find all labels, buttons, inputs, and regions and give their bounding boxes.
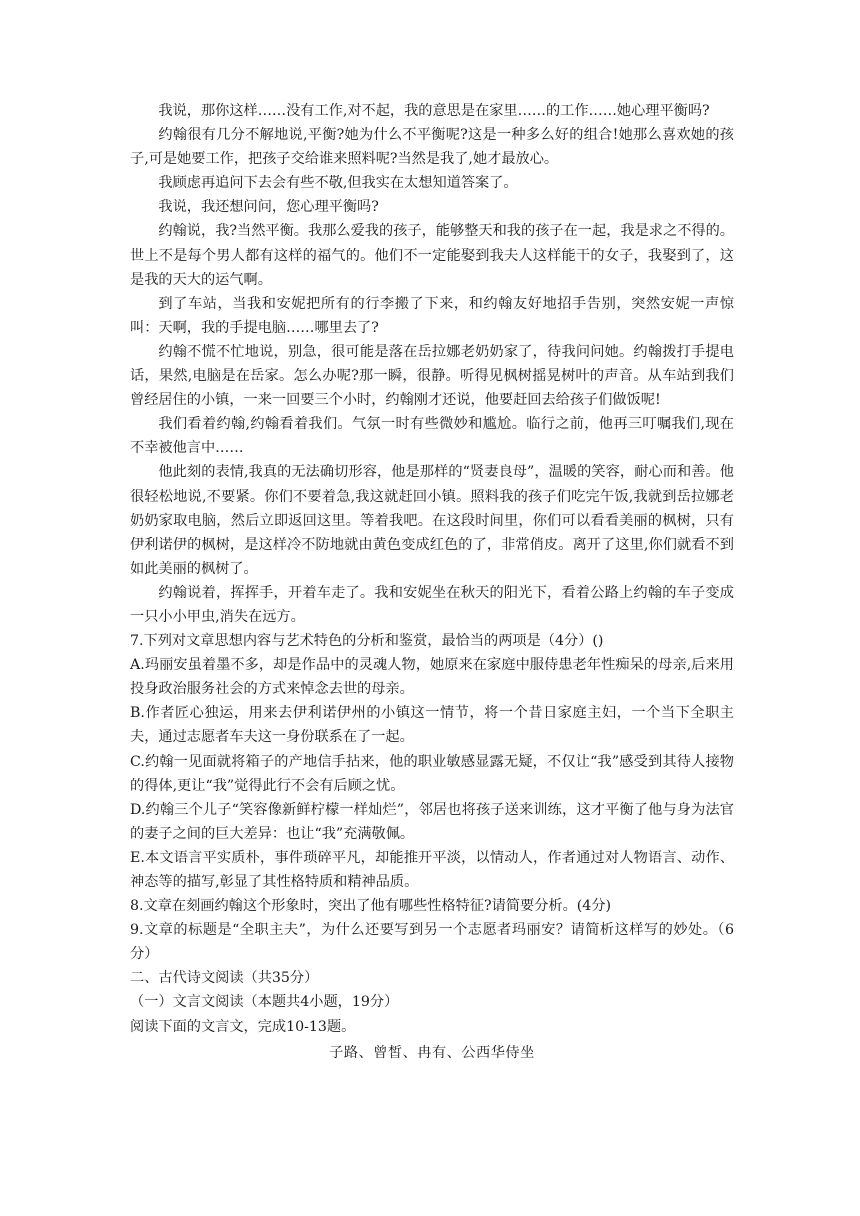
subsection-heading: （一）文言文阅读（本题共4小题，19分） xyxy=(130,994,399,1011)
question-7: 7.下列对文章思想内容与艺术特色的分析和鉴赏，最恰当的两项是（4分）() xyxy=(130,633,604,650)
question-9: 9.文章的标题是“全职主夫”，为什么还要写到另一个志愿者玛丽安？请简析这样写的妙处。（6分） xyxy=(130,922,734,963)
story-paragraph: 他此刻的表情,我真的无法确切形容，他是那样的“贤妻良母”，温暖的笑容，耐心而和善。他很轻松地说,不要紧。你们不要着急,我这就赶回小镇。照料我的孩子们吃完午饭,我就到岳拉娜老奶奶家取电脑，然后立即返回这里。等着我吧。在这段时间里，你们可以看看美丽的枫树，只有伊利诺伊的枫树，是这样冷不防地就由黄色变成红色的了，非常俏皮。离开了这里,你们就看不到如此美丽的枫树了。 xyxy=(130,464,734,577)
option-e: E.本文语言平实质朴，事件琐碎平凡，却能推开平淡，以情动人，作者通过对人物语言、动作、神态等的描写,彰显了其性格特质和精神品质。 xyxy=(130,849,734,890)
page-content xyxy=(130,99,734,1065)
section-heading: 二、古代诗文阅读（共35分） xyxy=(130,970,319,987)
question-8: 8.文章在刻画约翰这个形象时，突出了他有哪些性格特征?请简要分析。(4分) xyxy=(130,898,612,915)
story-paragraph: 我说，那你这样……没有工作,对不起，我的意思是在家里……的工作……她心理平衡吗? xyxy=(158,103,710,119)
option-b: B.作者匠心独运，用来去伊利诺伊州的小镇这一情节，将一个昔日家庭主妇，一个当下全职主夫，通过志愿者车夫这一身份联系在了一起。 xyxy=(130,705,734,746)
story-paragraph: 我顾虑再追问下去会有些不敬,但我实在太想知道答案了。 xyxy=(158,175,518,192)
option-a: A.玛丽安虽着墨不多，却是作品中的灵魂人物，她原来在家庭中服侍患老年性痴呆的母亲,后来用投身政治服务社会的方式来悼念去世的母亲。 xyxy=(130,657,734,698)
story-paragraph: 我说，我还想问问，您心理平衡吗? xyxy=(158,199,379,216)
story-paragraph: 约翰说，我?当然平衡。我那么爱我的孩子，能够整天和我的孩子在一起，我是求之不得的。世上不是每个男人都有这样的福气的。他们不一定能娶到我夫人这样能干的女子，我娶到了，这是我的天大的运气啊。 xyxy=(130,223,734,288)
story-paragraph: 约翰很有几分不解地说,平衡?她为什么不平衡呢?这是一种多么好的组合!她那么喜欢她的孩子,可是她要工作，把孩子交给谁来照料呢?当然是我了,她才最放心。 xyxy=(130,127,734,168)
reading-instruction: 阅读下面的文言文，完成10-13题。 xyxy=(130,1018,356,1035)
story-paragraph: 到了车站，当我和安妮把所有的行李搬了下来，和约翰友好地招手告别，突然安妮一声惊叫：天啊，我的手提电脑……哪里去了? xyxy=(130,295,734,336)
passage-title: 子路、曾皙、冉有、公西华侍坐 xyxy=(329,1044,535,1061)
story-paragraph: 我们看着约翰,约翰看着我们。气氛一时有些微妙和尴尬。临行之前，他再三叮嘱我们,现在不幸被他言中…… xyxy=(130,416,734,457)
story-paragraph: 约翰不慌不忙地说，别急，很可能是落在岳拉娜老奶奶家了，待我问问她。约翰拨打手提电话，果然,电脑是在岳家。怎么办呢?那一瞬，很静。听得见枫树摇晃树叶的声音。从车站到我们曾经居住的小镇，一来一回要三个小时，约翰刚才还说，他要赶回去给孩子们做饭呢! xyxy=(130,343,734,409)
story-paragraph: 约翰说着，挥挥手，开着车走了。我和安妮坐在秋天的阳光下，看着公路上约翰的车子变成一只小小甲虫,消失在远方。 xyxy=(130,584,734,625)
option-d: D.约翰三个儿子“笑容像新鲜柠檬一样灿烂”，邻居也将孩子送来训练，这才平衡了他与身为法官的妻子之间的巨大差异：也让“我”充满敬佩。 xyxy=(130,801,734,842)
option-c: C.约翰一见面就将箱子的产地信手拈来，他的职业敏感显露无疑，不仅让“我”感受到其待人接物的得体,更让“我”觉得此行不会有后顾之忧。 xyxy=(130,753,734,794)
